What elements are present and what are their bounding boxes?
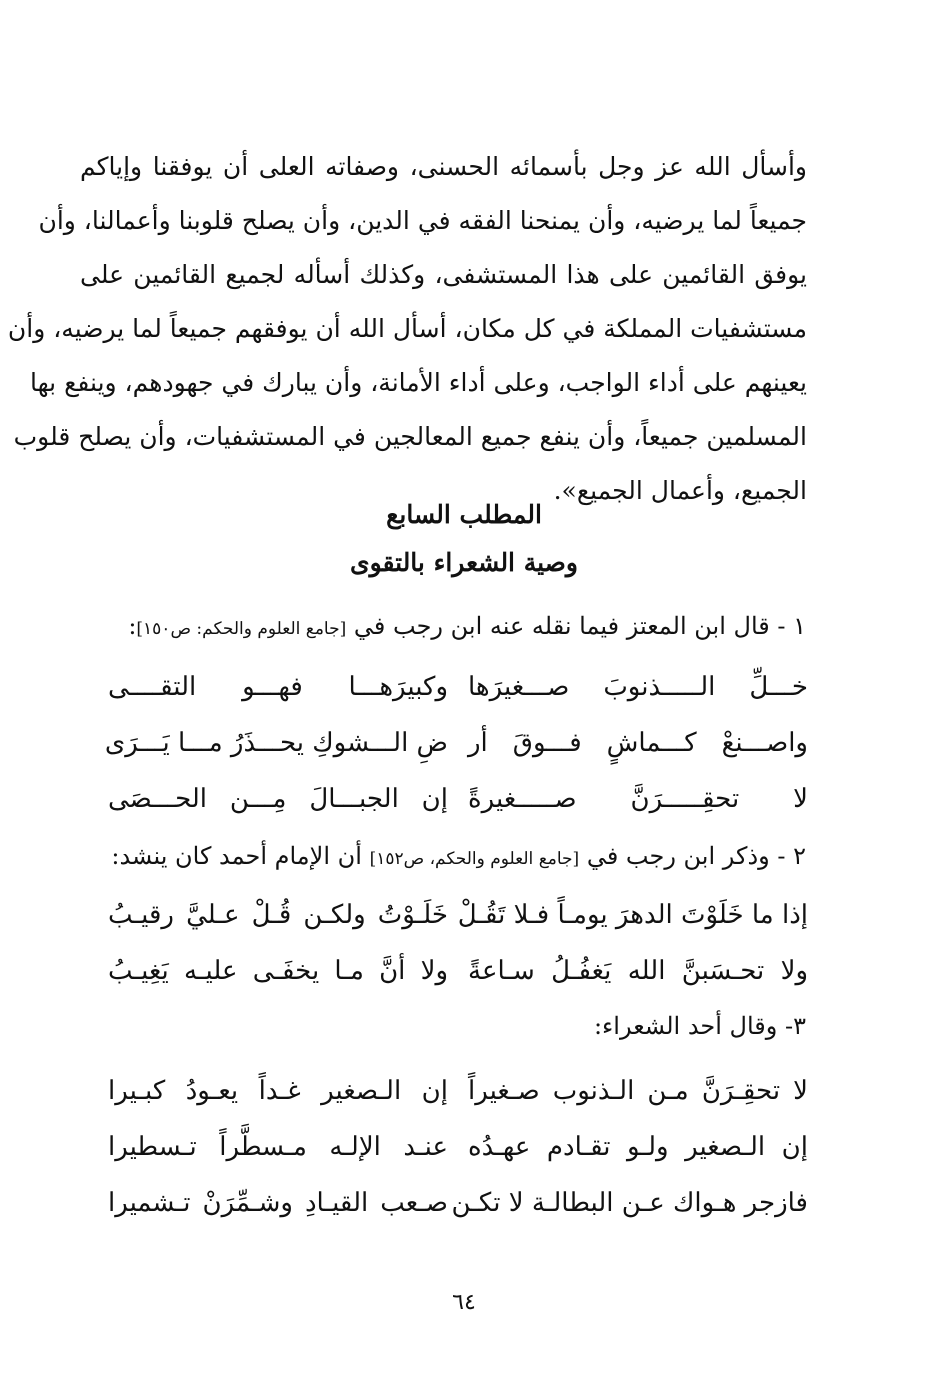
poem-1-verse: [104, 728, 808, 778]
verse-first-hemistich: واصـــنعْ كـــماشٍ فـــوقَ أر: [468, 728, 808, 758]
poem-2-verse: [108, 956, 808, 1006]
verse-second-hemistich: عنـد الإلـه مـسطَّراً تـسطيرا: [108, 1132, 448, 1162]
item-2-text-end: أن الإمام أحمد كان ينشد:: [111, 842, 362, 870]
paragraph-line: مستشفيات المملكة في كل مكان، أسأل الله أن يوفقهم جميعاً لما يرضيه، وأن: [7, 314, 807, 343]
verse-first-hemistich: إن الـصغير ولـو تقـادم عهـدُه: [468, 1132, 808, 1162]
verse-first-hemistich: فازجر هـواك عـن البطالـة لا تكـن: [451, 1188, 808, 1218]
item-3-intro: ٣- وقال أحد الشعراء:: [593, 1012, 806, 1040]
item-1-intro: [128, 612, 806, 640]
verse-first-hemistich: ولا تحـسَبنَّ الله يَغفُـلُ سـاعةً: [468, 956, 808, 986]
poem-1-verse: [108, 784, 808, 834]
verse-second-hemistich: وكبيرَهـــا فهـــو التقــــى: [108, 672, 448, 702]
paragraph-line: وأسأل الله عز وجل بأسمائه الحسنى، وصفاته العلى أن يوفقنا وإياكم: [80, 152, 807, 181]
item-1-colon: :: [128, 612, 137, 640]
verse-second-hemistich: ولا أنَّ مـا يخفَـى عليـه يَغِيـبُ: [108, 956, 448, 986]
item-1-text: ١ - قال ابن المعتز فيما نقله عنه ابن رجب في: [353, 612, 806, 640]
verse-first-hemistich: خـــلِّ الـــــذنوبَ صـــغيرَها: [468, 672, 808, 702]
paragraph-line: الجميع، وأعمال الجميع».: [553, 476, 807, 505]
item-2-text-start: ٢ - وذكر ابن رجب في: [586, 842, 806, 870]
paragraph-line: يوفق القائمين على هذا المستشفى، وكذلك أسأله لجميع القائمين على: [80, 260, 807, 289]
item-2-intro: [111, 842, 806, 870]
verse-first-hemistich: لا تحقِـــــرَنَّ صـــــغيرةً: [468, 784, 808, 814]
verse-first-hemistich: لا تحقِـرَنَّ مـن الـذنوب صـغيراً: [468, 1076, 808, 1106]
verse-first-hemistich: إذا ما خَلَوْتَ الدهرَ يومـاً فـلا تَقُـلْ: [457, 900, 808, 930]
poem-3-verse: [108, 1076, 808, 1126]
verse-second-hemistich: إن الجبـــالَ مِـــن الحـــصَى: [108, 784, 448, 814]
poem-1-verse: [108, 672, 808, 722]
page-number: ٦٤: [452, 1290, 476, 1315]
poem-3-verse: [108, 1132, 808, 1182]
section-title: المطلب السابع: [386, 500, 542, 529]
paragraph-line: المسلمين جميعاً، وأن ينفع جميع المعالجين في المستشفيات، وأن يصلح قلوب: [13, 422, 807, 451]
paragraph-line: جميعاً لما يرضيه، وأن يمنحنا الفقه في الدين، وأن يصلح قلوبنا وأعمالنا، وأن: [38, 206, 807, 235]
poem-2-verse: [108, 900, 808, 950]
paragraph-line: يعينهم على أداء الواجب، وعلى أداء الأمانة، وأن يبارك في جهودهم، وينفع بها: [30, 368, 807, 397]
verse-second-hemistich: ضِ الـــشوكِ يحـــذَرُ مـــا يَـــرَى: [104, 728, 448, 758]
section-subtitle: وصية الشعراء بالتقوى: [350, 548, 578, 577]
item-1-reference: [جامع العلوم والحكم: ص١٥٠]: [136, 619, 347, 639]
verse-second-hemistich: خَلَـوْتُ ولكـن قُـلْ عـليَّ رقيـبُ: [108, 900, 448, 930]
verse-second-hemistich: إن الـصغير غـداً يعـودُ كبـيرا: [108, 1076, 448, 1106]
poem-3-verse: [108, 1188, 808, 1238]
item-2-reference: [جامع العلوم والحكم، ص١٥٢]: [369, 849, 580, 869]
verse-second-hemistich: صـعب القيـادِ وشـمِّرَنْ تـشميرا: [108, 1188, 448, 1218]
body-paragraph: [7, 140, 807, 518]
